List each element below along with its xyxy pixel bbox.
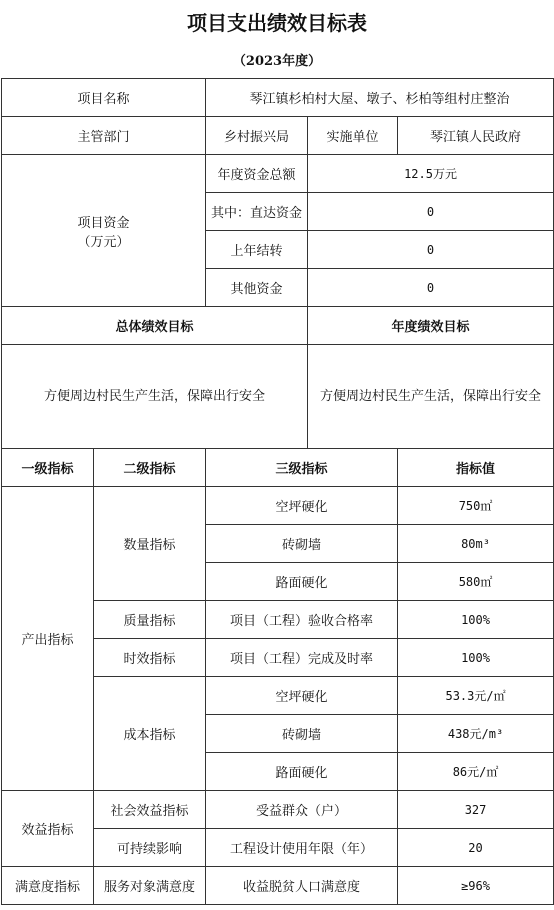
indicator-value: 20 xyxy=(398,829,554,867)
dept-value: 乡村振兴局 xyxy=(206,117,308,155)
funds-row-label: 其中：直达资金 xyxy=(206,193,308,231)
funds-row-value: 0 xyxy=(308,269,554,307)
header-level3: 三级指标 xyxy=(206,449,398,487)
timeliness-indicator-label: 时效指标 xyxy=(94,639,206,677)
project-name-value: 琴江镇杉柏村大屋、墩子、杉柏等组村庄整治 xyxy=(206,79,554,117)
indicator-value: 80m³ xyxy=(398,525,554,563)
quality-indicator-label: 质量指标 xyxy=(94,601,206,639)
benefit-indicator-label: 效益指标 xyxy=(2,791,94,867)
indicator-name: 砖砌墙 xyxy=(206,715,398,753)
funds-row-label: 上年结转 xyxy=(206,231,308,269)
indicator-value: 100% xyxy=(398,639,554,677)
indicator-name: 路面硬化 xyxy=(206,753,398,791)
performance-table xyxy=(1,78,554,905)
cost-indicator-label: 成本指标 xyxy=(94,677,206,791)
project-name-label: 项目名称 xyxy=(2,79,206,117)
indicator-value: 53.3元/㎡ xyxy=(398,677,554,715)
overall-goal-text: 方便周边村民生产生活，保障出行安全 xyxy=(2,345,308,449)
indicator-value: 438元/m³ xyxy=(398,715,554,753)
indicator-value: ≥96% xyxy=(398,867,554,905)
social-benefit-label: 社会效益指标 xyxy=(94,791,206,829)
header-level2: 二级指标 xyxy=(94,449,206,487)
indicator-name: 空坪硬化 xyxy=(206,677,398,715)
sustainability-label: 可持续影响 xyxy=(94,829,206,867)
funds-row-value: 0 xyxy=(308,193,554,231)
satisfaction-indicator-label: 满意度指标 xyxy=(2,867,94,905)
funds-label-line2: （万元） xyxy=(77,234,130,250)
indicator-value: 327 xyxy=(398,791,554,829)
funds-label xyxy=(2,155,206,307)
dept-label: 主管部门 xyxy=(2,117,206,155)
funds-label-line1: 项目资金 xyxy=(77,215,130,231)
page-title: 项目支出绩效目标表 xyxy=(187,11,367,35)
indicator-name: 项目（工程）验收合格率 xyxy=(206,601,398,639)
annual-goal-text: 方便周边村民生产生活，保障出行安全 xyxy=(308,345,554,449)
overall-goal-header: 总体绩效目标 xyxy=(2,307,308,345)
header-value: 指标值 xyxy=(398,449,554,487)
indicator-name: 路面硬化 xyxy=(206,563,398,601)
impl-value: 琴江镇人民政府 xyxy=(398,117,554,155)
indicator-name: 工程设计使用年限（年） xyxy=(206,829,398,867)
indicator-value: 86元/㎡ xyxy=(398,753,554,791)
funds-row-value: 12.5万元 xyxy=(308,155,554,193)
indicator-value: 100% xyxy=(398,601,554,639)
indicator-value: 750㎡ xyxy=(398,487,554,525)
indicator-name: 砖砌墙 xyxy=(206,525,398,563)
indicator-value: 580㎡ xyxy=(398,563,554,601)
annual-goal-header: 年度绩效目标 xyxy=(308,307,554,345)
impl-label: 实施单位 xyxy=(308,117,398,155)
indicator-name: 受益群众（户） xyxy=(206,791,398,829)
indicator-name: 项目（工程）完成及时率 xyxy=(206,639,398,677)
funds-row-value: 0 xyxy=(308,231,554,269)
indicator-name: 收益脱贫人口满意度 xyxy=(206,867,398,905)
indicator-name: 空坪硬化 xyxy=(206,487,398,525)
funds-row-label: 年度资金总额 xyxy=(206,155,308,193)
service-satisfaction-label: 服务对象满意度 xyxy=(94,867,206,905)
funds-row-label: 其他资金 xyxy=(206,269,308,307)
header-level1: 一级指标 xyxy=(2,449,94,487)
output-indicator-label: 产出指标 xyxy=(2,487,94,791)
quantity-indicator-label: 数量指标 xyxy=(94,487,206,601)
page-subtitle: （2023年度） xyxy=(232,54,322,69)
